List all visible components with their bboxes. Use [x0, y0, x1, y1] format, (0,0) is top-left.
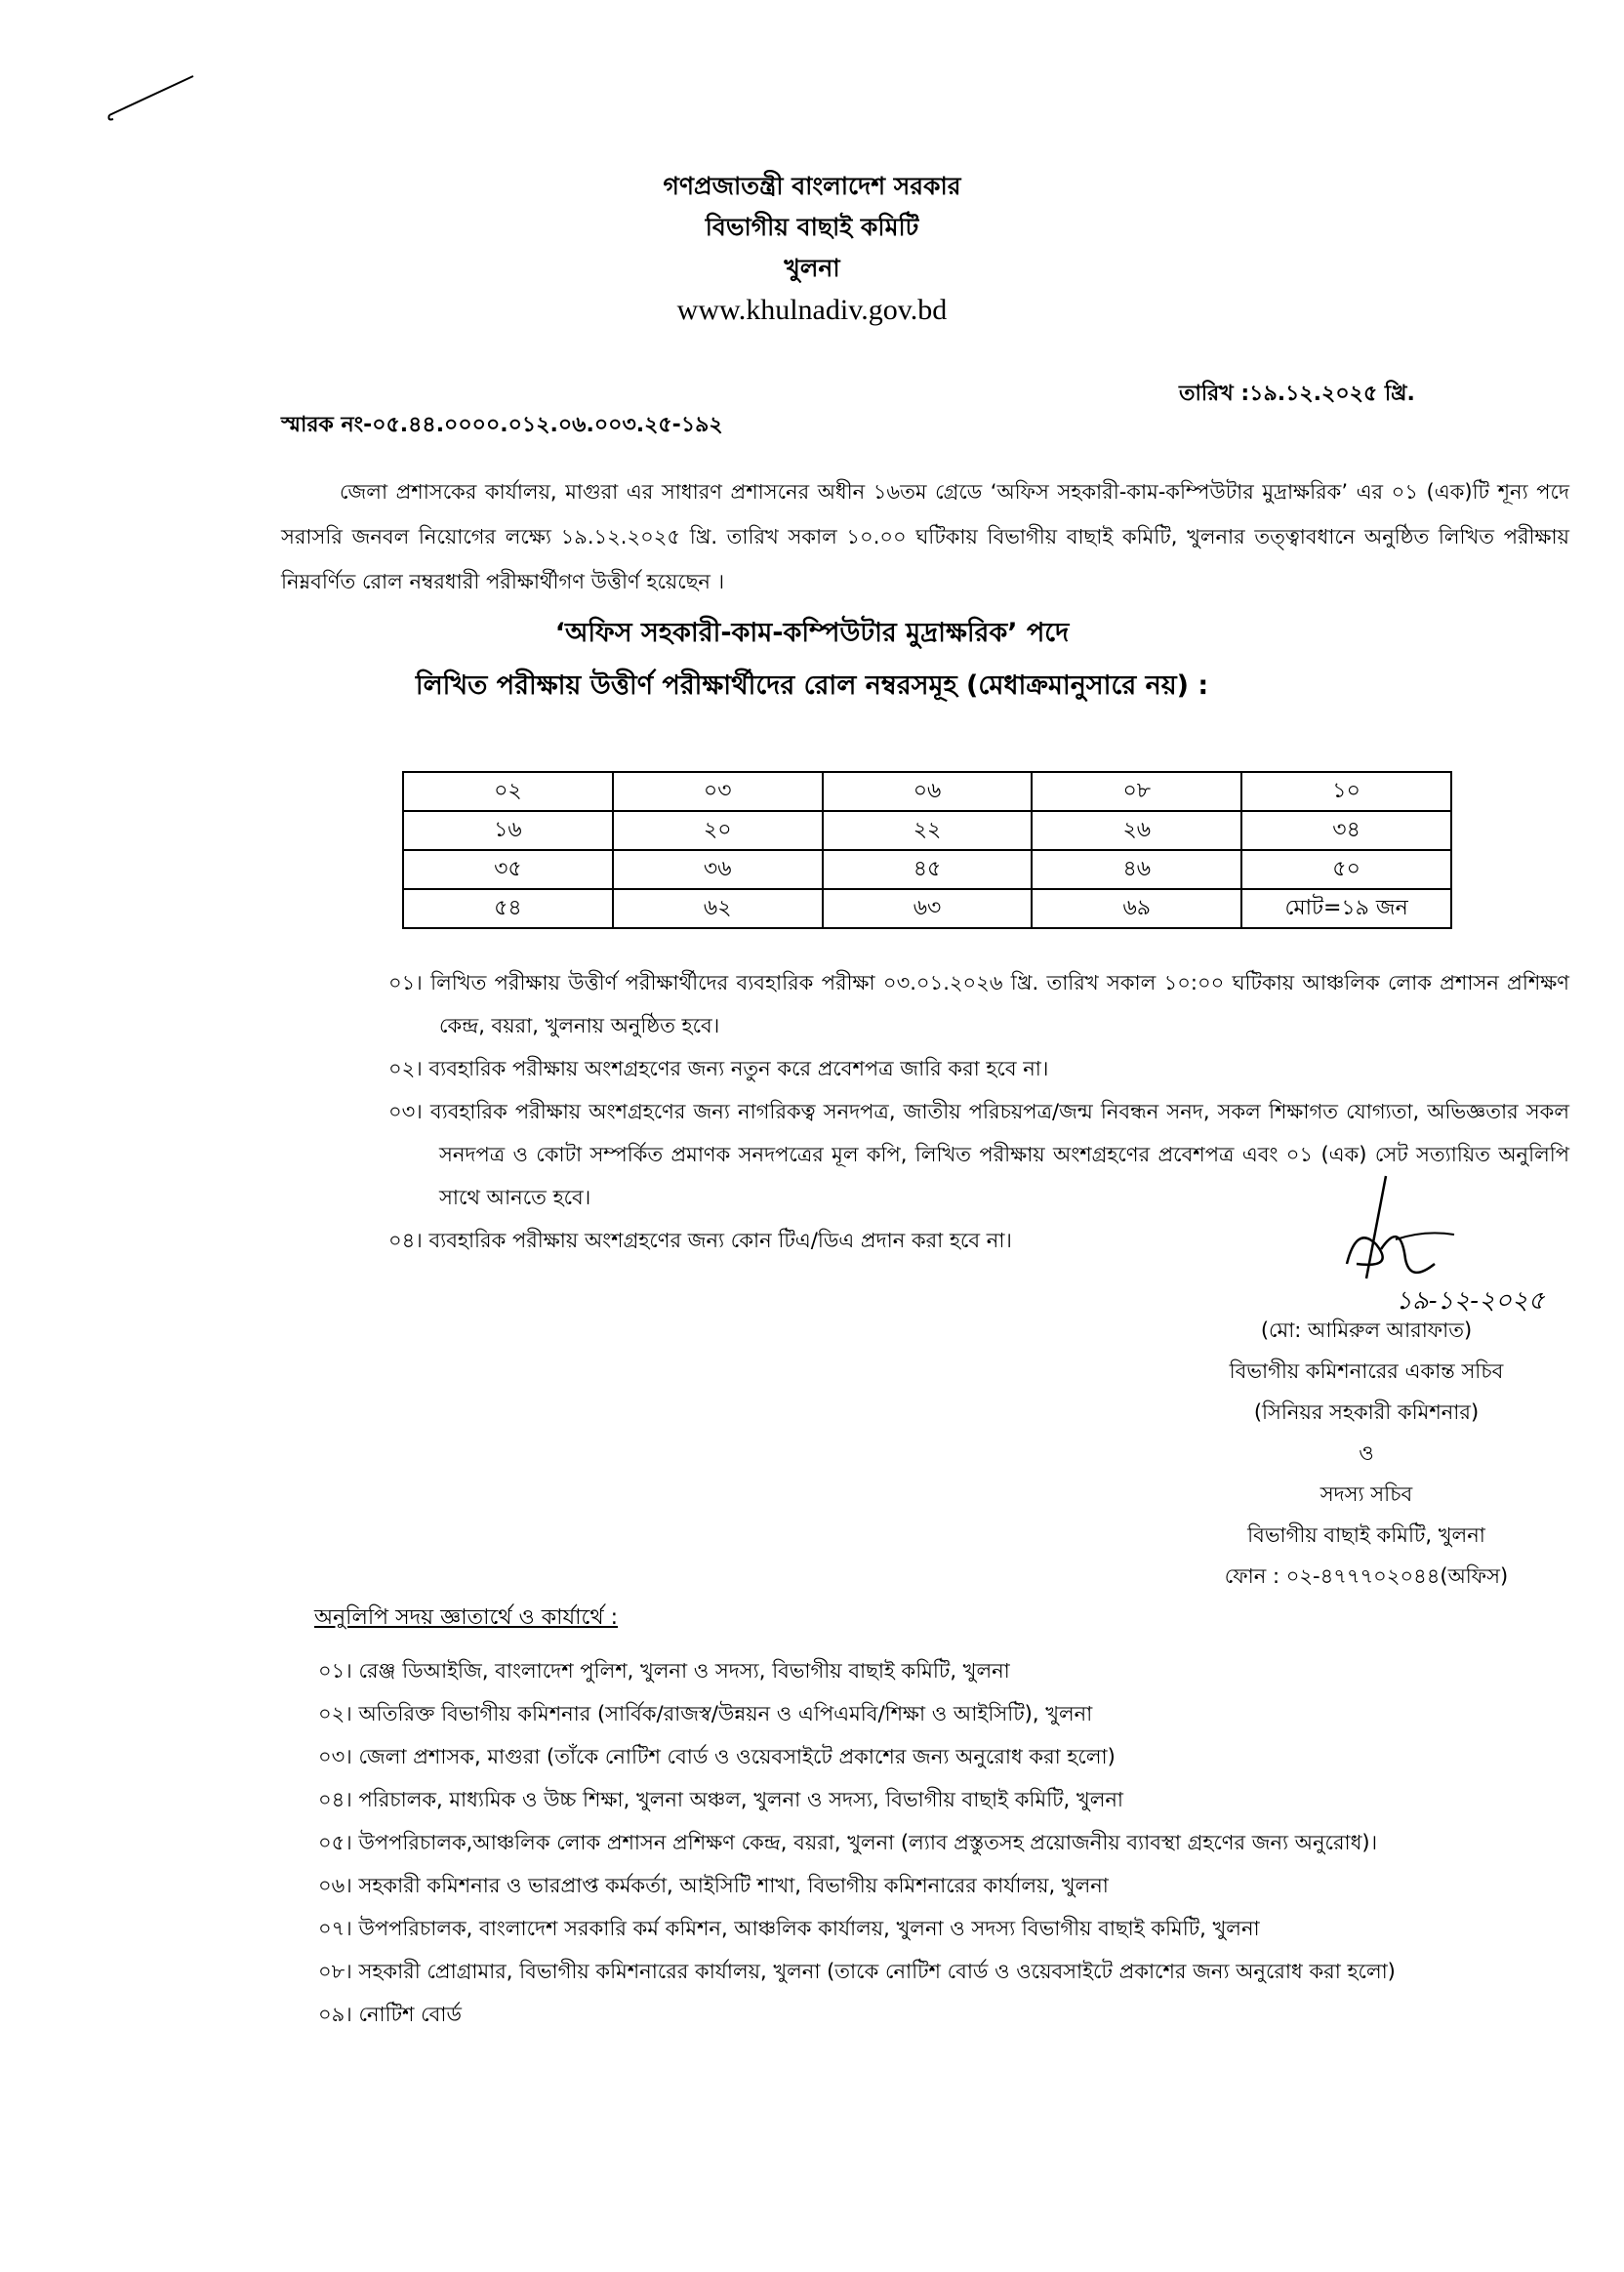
roll-cell: ২২	[823, 811, 1033, 850]
signature-date: ১৯-১২-২০২৫	[1396, 1286, 1545, 1316]
subject-heading	[0, 607, 1624, 712]
instruction-item: ০৪। ব্যবহারিক পরীক্ষায় অংশগ্রহণের জন্য কোন টিএ/ডিএ প্রদান করা হবে না।	[388, 1229, 1012, 1252]
website-link[interactable]: www.khulnadiv.gov.bd	[676, 294, 948, 326]
signatory-title: বিভাগীয় কমিশনারের একান্ত সচিব	[1229, 1359, 1504, 1383]
roll-cell: ৩৬	[613, 850, 823, 889]
list-item: ০৫। উপপরিচালক,আঞ্চলিক লোক প্রশাসন প্রশিক্ষণ কেন্দ্র, বয়রা, খুলনা (ল্যাব প্রস্তুতসহ প্রয়োজনীয় ব্যাবস্থা গ্রহণের জন্য অনুরোধ)।	[318, 1831, 1378, 1854]
conjunction: ও	[1359, 1441, 1374, 1465]
roll-cell: ৬৯	[1032, 889, 1241, 928]
total-count-cell: মোট=১৯ জন	[1241, 889, 1451, 928]
signatory-committee: বিভাগীয় বাছাই কমিটি, খুলনা	[1247, 1523, 1485, 1547]
signatory-name: (মো: আমিরুল আরাফাত)	[1260, 1319, 1473, 1342]
roll-cell: ২৬	[1032, 811, 1241, 850]
committee-name: বিভাগীয় বাছাই কমিটি	[705, 213, 919, 241]
government-name: গণপ্রজাতন্ত্রী বাংলাদেশ সরকার	[663, 172, 961, 200]
list-item: ০৮। সহকারী প্রোগ্রামার, বিভাগীয় কমিশনারের কার্যালয়, খুলনা (তাকে নোটিশ বোর্ড ও ওয়েবসাইটে প্রকাশের জন্য অনুরোধ করা হলো)	[318, 1960, 1396, 1983]
roll-cell: ০৩	[613, 772, 823, 811]
signatory-phone: ফোন : ০২-৪৭৭৭০২০৪৪(অফিস)	[1224, 1564, 1509, 1588]
list-item: ০৭। উপপরিচালক, বাংলাদেশ সরকারি কর্ম কমিশন, আঞ্চলিক কার্যালয়, খুলনা ও সদস্য বিভাগীয় বাছাই কমিটি, খুলনা	[318, 1917, 1260, 1940]
roll-cell: ০৮	[1032, 772, 1241, 811]
instruction-item: ০১। লিখিত পরীক্ষায় উত্তীর্ণ পরীক্ষার্থীদের ব্যবহারিক পরীক্ষা ০৩.০১.২০২৬ খ্রি. তারিখ সকাল ১০:০০ ঘটিকায় আঞ্চলিক লোক প্রশাসন প্রশিক্ষণ কেন্দ্র, বয়রা, খুলনায় অনুষ্ঠিত হবে।	[388, 971, 1569, 1037]
intro-paragraph: জেলা প্রশাসকের কার্যালয়, মাগুরা এর সাধারণ প্রশাসনের অধীন ১৬তম গ্রেডে ‘অফিস সহকারী-কাম-কম্পিউটার মুদ্রাক্ষরিক’ এর ০১ (এক)টি শূন্য পদে সরাসরি জনবল নিয়োগের লক্ষ্যে ১৯.১২.২০২৫ খ্রি. তারিখ সকাল ১০.০০ ঘটিকায় বিভাগীয় বাছাই কমিটি, খুলনার তত্ত্বাবধানে অনুষ্ঠিত লিখিত পরীক্ষায় নিম্নবর্ণিত রোল নম্বরধারী পরীক্ষার্থীগণ উত্তীর্ণ হয়েছেন ।	[281, 480, 1569, 593]
table-row	[403, 811, 1451, 850]
table-row	[403, 772, 1451, 811]
roll-cell: ৬২	[613, 889, 823, 928]
roll-cell: ৪৫	[823, 850, 1033, 889]
roll-cell: ০২	[403, 772, 613, 811]
city-name: খুলনা	[784, 254, 840, 282]
memo-number: স্মারক নং-০৫.৪৪.০০০০.০১২.০৬.০০৩.২৫-১৯২	[281, 413, 723, 437]
signatory-role: সদস্য সচিব	[1320, 1482, 1413, 1506]
list-item: ০৬। সহকারী কমিশনার ও ভারপ্রাপ্ত কর্মকর্তা, আইসিটি শাখা, বিভাগীয় কমিশনারের কার্যালয়, খুলনা	[318, 1874, 1109, 1897]
roll-cell: ২০	[613, 811, 823, 850]
roll-cell: ৬৩	[823, 889, 1033, 928]
issue-date: তারিখ :১৯.১২.২০২৫ খ্রি.	[1179, 382, 1415, 406]
roll-cell: ৫০	[1241, 850, 1451, 889]
list-item: ০৪। পরিচালক, মাধ্যমিক ও উচ্চ শিক্ষা, খুলনা অঞ্চল, খুলনা ও সদস্য, বিভাগীয় বাছাই কমিটি, খুলনা	[318, 1788, 1123, 1811]
roll-cell: ১৬	[403, 811, 613, 850]
roll-cell: ১০	[1241, 772, 1451, 811]
letterhead	[0, 166, 1624, 332]
list-item: ০৩। জেলা প্রশাসক, মাগুরা (তাঁকে নোটিশ বোর্ড ও ওয়েবসাইটে প্রকাশের জন্য অনুরোধ করা হলো)	[318, 1745, 1116, 1768]
subject-line-2: লিখিত পরীক্ষায় উত্তীর্ণ পরীক্ষার্থীদের রোল নম্বরসমূহ (মেধাক্রমানুসারে নয়) :	[415, 670, 1209, 701]
list-item: ০২। অতিরিক্ত বিভাগীয় কমিশনার (সার্বিক/রাজস্ব/উন্নয়ন ও এপিএমবি/শিক্ষা ও আইসিটি), খুলনা	[318, 1702, 1093, 1725]
table-row	[403, 850, 1451, 889]
roll-cell: ৩৪	[1241, 811, 1451, 850]
roll-cell: ০৬	[823, 772, 1033, 811]
list-item: ০৯। নোটিশ বোর্ড	[318, 2003, 462, 2026]
subject-line-1: ‘অফিস সহকারী-কাম-কম্পিউটার মুদ্রাক্ষরিক’ পদে	[554, 618, 1070, 648]
instruction-item: ০২। ব্যবহারিক পরীক্ষায় অংশগ্রহণের জন্য নতুন করে প্রবেশপত্র জারি করা হবে না।	[388, 1057, 1049, 1080]
table-row	[403, 889, 1451, 928]
signatory-rank: (সিনিয়র সহকারী কমিশনার)	[1253, 1400, 1480, 1424]
instruction-item: ০৩। ব্যবহারিক পরীক্ষায় অংশগ্রহণের জন্য নাগরিকত্ব সনদপত্র, জাতীয় পরিচয়পত্র/জন্ম নিবন্ধন সনদ, সকল শিক্ষাগত যোগ্যতা, অভিজ্ঞতার সকল সনদপত্র ও কোটা সম্পর্কিত প্রমাণক সনদপত্রের মূল কপি, লিখিত পরীক্ষায় অংশগ্রহণের প্রবেশপত্র এবং ০১ (এক) সেট সত্যায়িত অনুলিপি সাথে আনতে হবে।	[388, 1100, 1569, 1209]
roll-cell: ৫৪	[403, 889, 613, 928]
handwritten-signature	[1327, 1171, 1474, 1288]
signatory-block	[1171, 1310, 1562, 1597]
copy-to-heading: অনুলিপি সদয় জ্ঞাতার্থে ও কার্যার্থে :	[314, 1605, 619, 1630]
roll-cell: ৪৬	[1032, 850, 1241, 889]
copy-to-list	[318, 1649, 1587, 2036]
list-item: ০১। রেঞ্জ ডিআইজি, বাংলাদেশ পুলিশ, খুলনা ও সদস্য, বিভাগীয় বাছাই কমিটি, খুলনা	[318, 1659, 1010, 1683]
pen-stroke-mark	[107, 68, 205, 127]
roll-number-table	[402, 771, 1452, 929]
roll-cell: ৩৫	[403, 850, 613, 889]
